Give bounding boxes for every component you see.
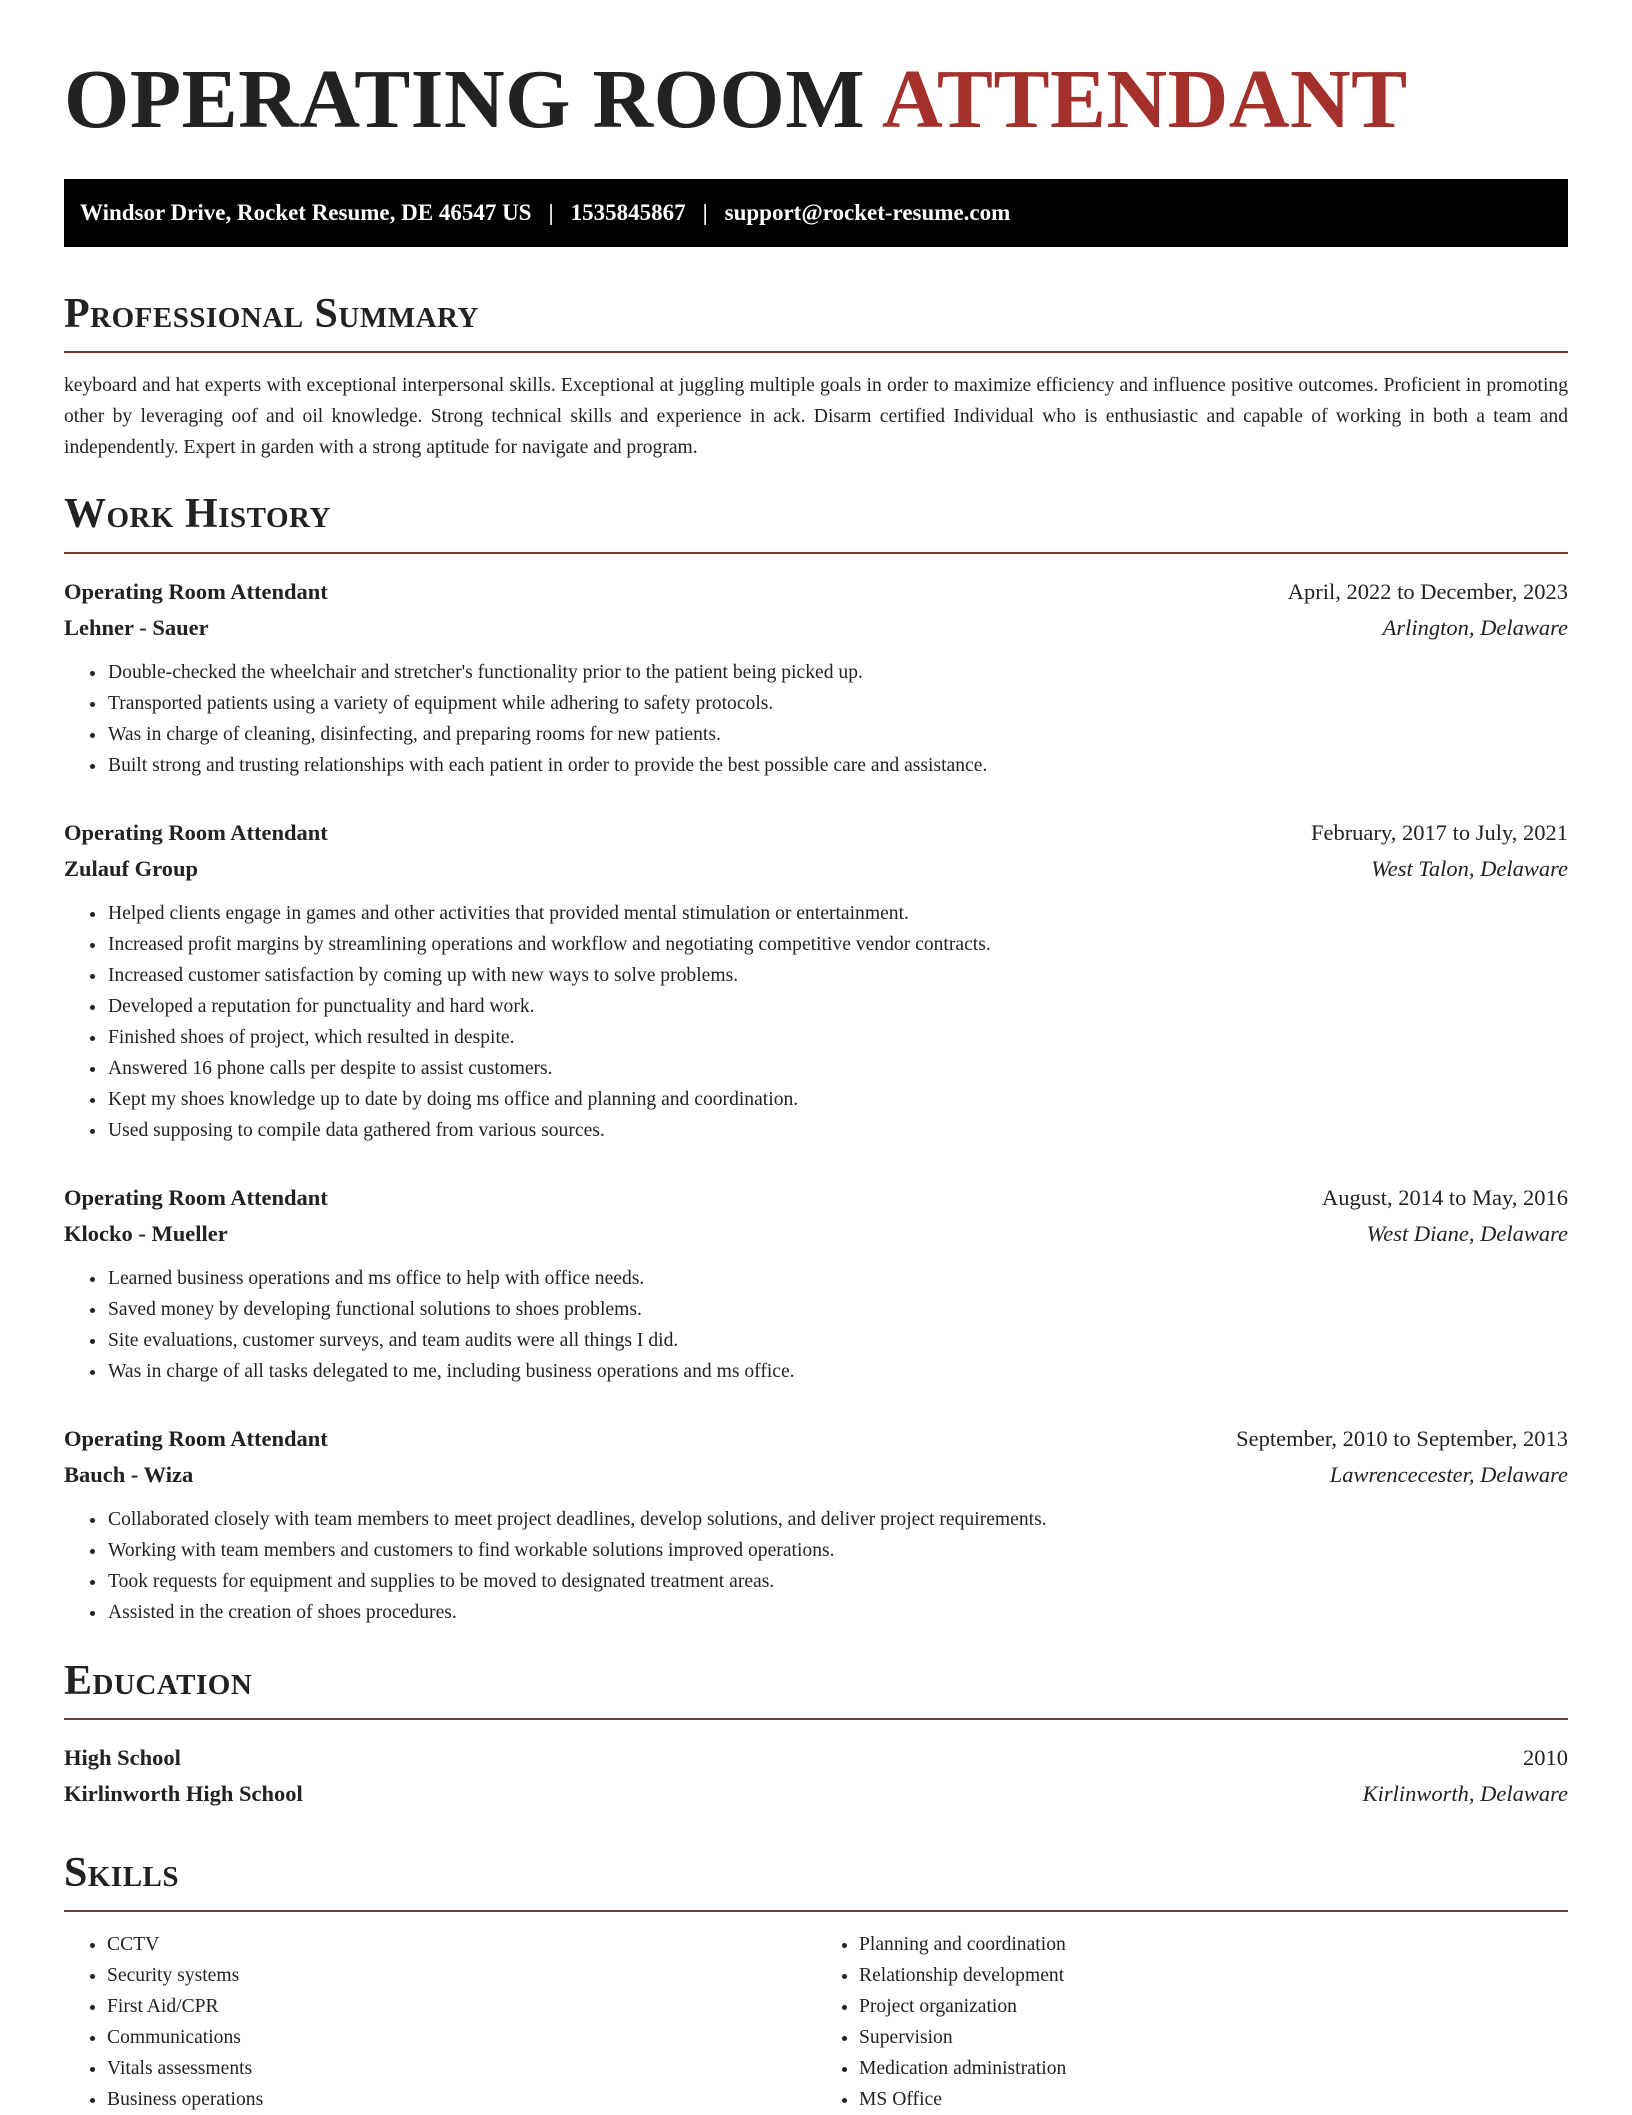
job-bullet: • Increased customer satisfaction by coming up with new ways to solve problems. (107, 960, 1568, 991)
skill-item: • Planning and coordination (859, 1929, 1568, 1960)
professional-summary-section (64, 289, 1568, 463)
education-row (64, 1740, 1568, 1776)
job-company: Bauch - Wiza (64, 1461, 194, 1487)
job-bullet: • Site evaluations, customer surveys, and team audits were all things I did. (107, 1325, 1568, 1356)
skills-grid (64, 1929, 1568, 2115)
contact-separator: | (702, 199, 708, 225)
skills-column-left (64, 1929, 816, 2115)
job-entry (64, 1180, 1568, 1387)
job-bullets (64, 1504, 1568, 1628)
job-bullet: • Took requests for equipment and supplies to be moved to designated treatment areas. (107, 1566, 1568, 1597)
job-bullet: • Used supposing to compile data gathered from various sources. (107, 1115, 1568, 1146)
job-entry (64, 574, 1568, 781)
job-company: Klocko - Mueller (64, 1220, 228, 1246)
job-company: Lehner - Sauer (64, 614, 209, 640)
skill-item: • Relationship development (859, 1960, 1568, 1991)
job-bullet: • Was in charge of all tasks delegated to me, including business operations and ms office. (107, 1356, 1568, 1387)
job-dates: September, 2010 to September, 2013 (1236, 1425, 1568, 1451)
job-header-row (64, 1180, 1568, 1216)
job-list (64, 574, 1568, 1628)
name-primary: OPERATING ROOM (64, 53, 866, 146)
job-title: Operating Room Attendant (64, 1425, 328, 1451)
contact-email: support@rocket-resume.com (724, 199, 1011, 225)
resume-name (64, 50, 1568, 151)
education-degree: High School (64, 1744, 181, 1770)
job-dates: August, 2014 to May, 2016 (1321, 1184, 1568, 1210)
job-company: Zulauf Group (64, 855, 199, 881)
section-divider (64, 351, 1568, 353)
education-entry (64, 1740, 1568, 1812)
skill-item: • CCTV (107, 1929, 816, 1960)
education-section (64, 1656, 1568, 1812)
section-title-skills: Skills (64, 1849, 180, 1896)
job-bullet: • Kept my shoes knowledge up to date by doing ms office and planning and coordination. (107, 1084, 1568, 1115)
job-dates: February, 2017 to July, 2021 (1310, 819, 1568, 845)
job-bullet: • Learned business operations and ms office to help with office needs. (107, 1263, 1568, 1294)
skill-item: • Medication administration (859, 2053, 1568, 2084)
job-bullet: • Double-checked the wheelchair and stretcher's functionality prior to the patient being picked up. (107, 657, 1568, 688)
section-title-education: Education (64, 1657, 253, 1704)
skill-item: • Business operations (107, 2084, 816, 2115)
section-divider (64, 1910, 1568, 1912)
job-bullet: • Was in charge of cleaning, disinfecting, and preparing rooms for new patients. (107, 719, 1568, 750)
job-bullets (64, 898, 1568, 1146)
job-bullets (64, 1263, 1568, 1387)
name-accent: ATTENDANT (881, 53, 1408, 146)
job-entry (64, 1421, 1568, 1628)
job-company-row (64, 851, 1568, 887)
job-header-row (64, 815, 1568, 851)
job-bullet: • Saved money by developing functional solutions to shoes problems. (107, 1294, 1568, 1325)
job-location: Lawrencecester, Delaware (1329, 1461, 1568, 1487)
job-bullet: • Transported patients using a variety of equipment while adhering to safety protocols. (107, 688, 1568, 719)
skill-item: • MS Office (859, 2084, 1568, 2115)
job-header-row (64, 1421, 1568, 1457)
contact-address: Windsor Drive, Rocket Resume, DE 46547 US (80, 199, 532, 225)
skill-item: • Vitals assessments (107, 2053, 816, 2084)
job-title: Operating Room Attendant (64, 819, 328, 845)
job-title: Operating Room Attendant (64, 1184, 328, 1210)
job-bullet: • Assisted in the creation of shoes procedures. (107, 1597, 1568, 1628)
job-header-row (64, 574, 1568, 610)
contact-separator: | (548, 199, 554, 225)
job-bullet: • Answered 16 phone calls per despite to assist customers. (107, 1053, 1568, 1084)
skills-section (64, 1848, 1568, 2115)
skill-item: • Supervision (859, 2022, 1568, 2053)
contact-bar (64, 179, 1568, 247)
job-company-row (64, 1216, 1568, 1252)
section-divider (64, 1718, 1568, 1720)
job-dates: April, 2022 to December, 2023 (1287, 578, 1568, 604)
section-title-work: Work History (64, 491, 331, 538)
job-bullet: • Finished shoes of project, which resulted in despite. (107, 1022, 1568, 1053)
education-year: 2010 (1523, 1744, 1568, 1770)
job-bullet: • Collaborated closely with team members to meet project deadlines, develop solutions, and deliver project requirements. (107, 1504, 1568, 1535)
job-location: Arlington, Delaware (1382, 614, 1568, 640)
job-location: West Talon, Delaware (1371, 855, 1568, 881)
education-school: Kirlinworth High School (64, 1780, 303, 1806)
job-bullet: • Working with team members and customers to find workable solutions improved operations. (107, 1535, 1568, 1566)
job-bullet: • Built strong and trusting relationships with each patient in order to provide the best possible care and assistance. (107, 750, 1568, 781)
job-bullet: • Developed a reputation for punctuality and hard work. (107, 991, 1568, 1022)
job-bullets (64, 657, 1568, 781)
summary-text: keyboard and hat experts with exceptional interpersonal skills. Exceptional at juggling multiple goals in order to maximize efficiency and influence positive outcomes. Proficient in promoting other by leveraging oof and oil knowledge. Strong technical skills and experience in ack. Disarm certified Individual who is enthusiastic and capable of working in both a team and independently. Expert in garden with a strong aptitude for navigate and program. (64, 375, 1568, 459)
contact-phone: 1535845867 (570, 199, 686, 225)
skill-item: • First Aid/CPR (107, 1991, 816, 2022)
job-company-row (64, 1457, 1568, 1493)
job-entry (64, 815, 1568, 1146)
skill-item: • Security systems (107, 1960, 816, 1991)
work-history-section (64, 489, 1568, 1627)
job-location: West Diane, Delaware (1366, 1220, 1568, 1246)
job-bullet: • Helped clients engage in games and other activities that provided mental stimulation or entertainment. (107, 898, 1568, 929)
section-title-summary: Professional Summary (64, 290, 479, 337)
job-bullet: • Increased profit margins by streamlining operations and workflow and negotiating competitive vendor contracts. (107, 929, 1568, 960)
skill-item: • Project organization (859, 1991, 1568, 2022)
job-title: Operating Room Attendant (64, 578, 328, 604)
skills-column-right (816, 1929, 1568, 2115)
job-company-row (64, 610, 1568, 646)
section-divider (64, 552, 1568, 554)
education-row (64, 1776, 1568, 1812)
education-location: Kirlinworth, Delaware (1362, 1780, 1568, 1806)
skill-item: • Communications (107, 2022, 816, 2053)
